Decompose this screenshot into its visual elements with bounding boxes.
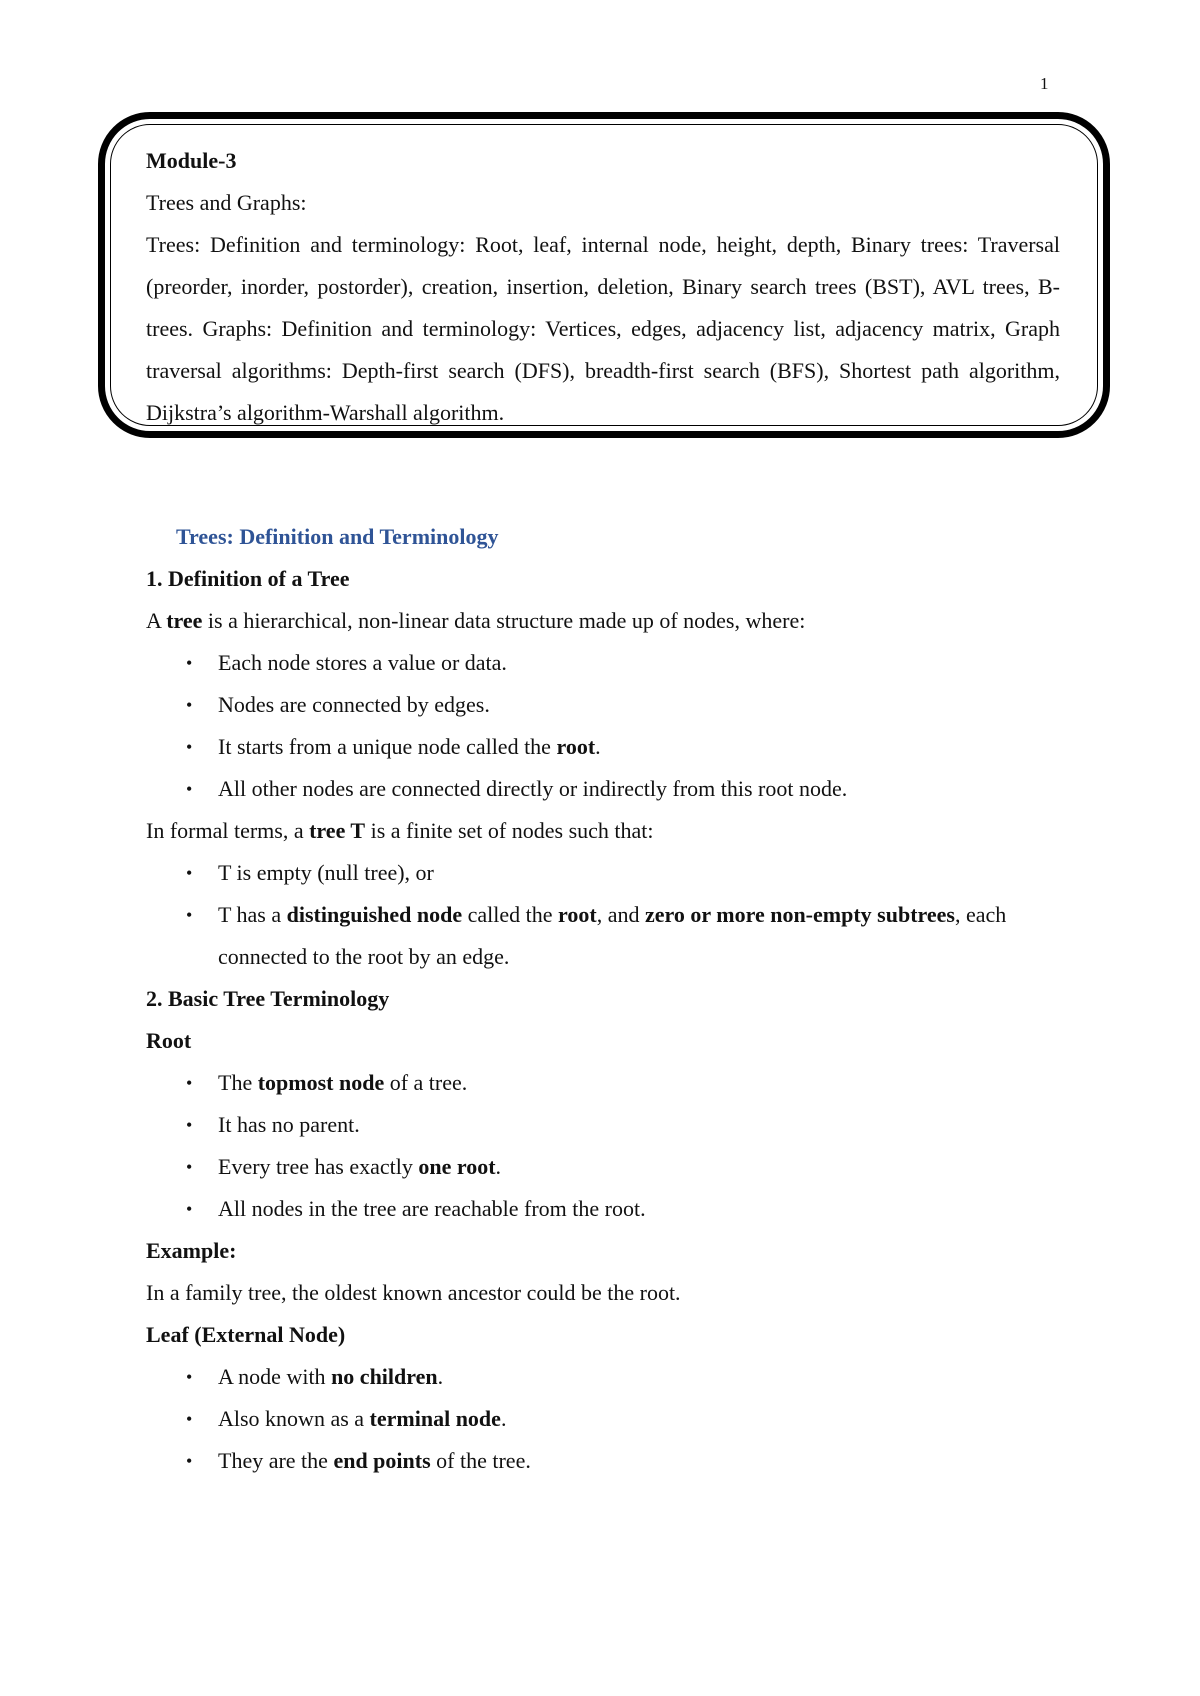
bullet-icon: • [186,653,193,673]
terminology-heading: 2. Basic Tree Terminology [146,986,390,1011]
list-item: • All nodes in the tree are reachable from the root. [146,1188,1076,1230]
section-title: Trees: Definition and Terminology [176,524,499,549]
leaf-bullets [146,1356,1076,1482]
list-item: • Every tree has exactly one root. [146,1146,1076,1188]
syllabus-text [146,140,1060,434]
leaf-heading: Leaf (External Node) [146,1322,346,1347]
bullet-icon: • [186,1451,193,1471]
page-number: 1 [1040,74,1049,93]
module-subtitle: Trees and Graphs: [146,190,307,215]
bullet-icon: • [186,1115,193,1135]
definition-heading: 1. Definition of a Tree [146,566,350,591]
syllabus-body: Trees: Definition and terminology: Root, leaf, internal node, height, depth, Binary trees: Traversal (preorder, inorder, postorder), creation, insertion, deletion, Binary search trees (BST), AVL trees, B-trees. Graphs: Definition and terminology: Vertices, edges, adjacency list, adjacency matrix, Graph traversal algorithms: Depth-first search (DFS), breadth-first search (BFS), Shortest path algorithm, Dijkstra’s algorithm-Warshall algorithm. [146,232,1060,425]
bullet-icon: • [186,695,193,715]
bullet-icon: • [186,737,193,757]
root-bullets [146,1062,1076,1230]
document-content [146,516,1076,1482]
list-item: • It starts from a unique node called the root. [146,726,1076,768]
list-item: • It has no parent. [146,1104,1076,1146]
list-item: • T has a distinguished node called the root, and zero or more non-empty subtrees, each connected to the root by an edge. [146,894,1076,978]
list-item: • Also known as a terminal node. [146,1398,1076,1440]
definition-intro: A tree is a hierarchical, non-linear data structure made up of nodes, where: [146,608,806,633]
bullet-icon: • [186,905,193,925]
example-text: In a family tree, the oldest known ancestor could be the root. [146,1280,681,1305]
list-item: • T is empty (null tree), or [146,852,1076,894]
module-title: Module-3 [146,148,237,173]
bullet-icon: • [186,1199,193,1219]
bullet-icon: • [186,779,193,799]
formal-bullets [146,852,1076,978]
formal-definition: In formal terms, a tree T is a finite set of nodes such that: [146,818,654,843]
list-item: • Each node stores a value or data. [146,642,1076,684]
example-heading: Example: [146,1238,237,1263]
bullet-icon: • [186,1073,193,1093]
root-heading: Root [146,1028,192,1053]
bullet-icon: • [186,1409,193,1429]
list-item: • The topmost node of a tree. [146,1062,1076,1104]
list-item: • Nodes are connected by edges. [146,684,1076,726]
list-item: • They are the end points of the tree. [146,1440,1076,1482]
bullet-icon: • [186,1367,193,1387]
definition-bullets [146,642,1076,810]
list-item: • All other nodes are connected directly or indirectly from this root node. [146,768,1076,810]
bullet-icon: • [186,1157,193,1177]
list-item: • A node with no children. [146,1356,1076,1398]
bullet-icon: • [186,863,193,883]
